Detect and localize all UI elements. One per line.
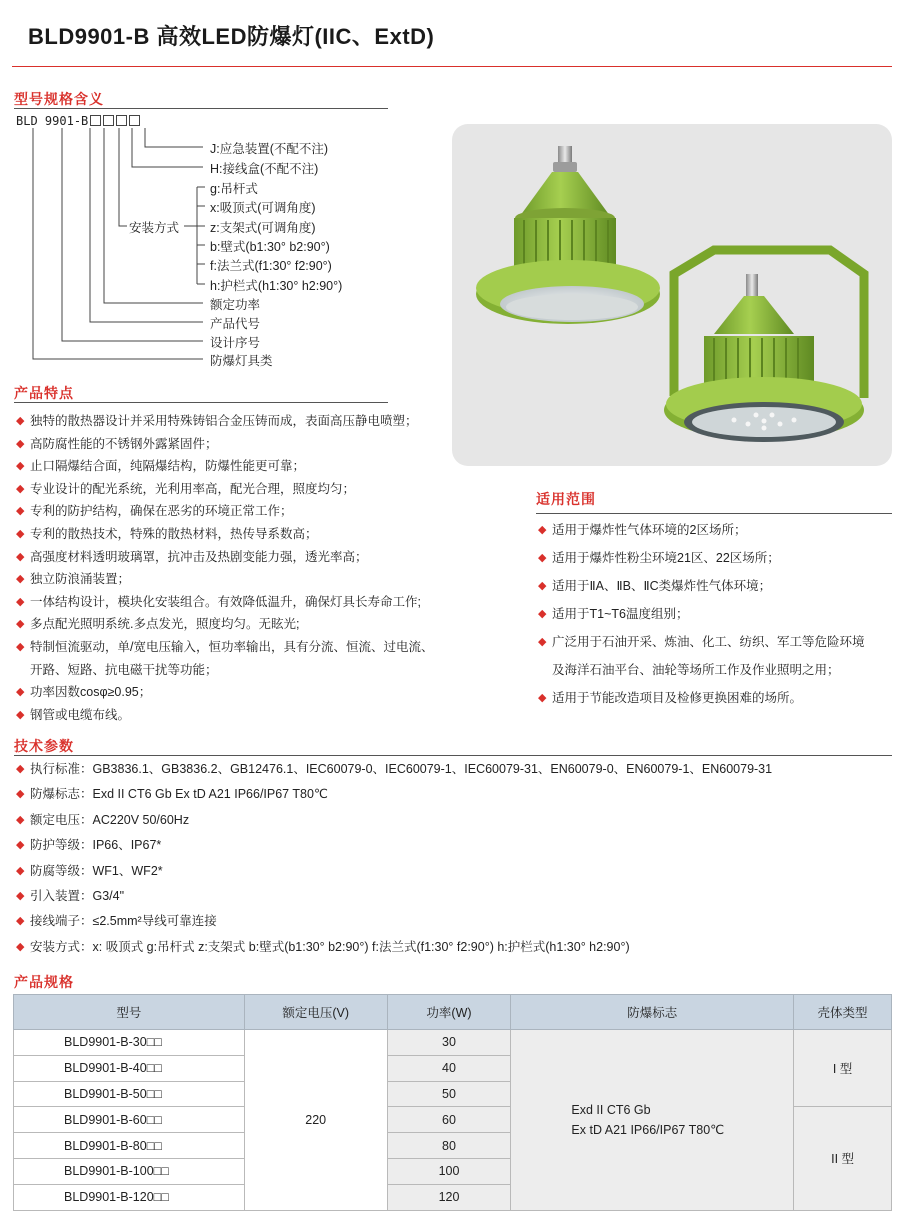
cell-power: 80 bbox=[387, 1133, 511, 1159]
cell-model: BLD9901-B-30□□ bbox=[14, 1030, 245, 1056]
diamond-bullet-icon: ◆ bbox=[16, 763, 25, 775]
col-header-voltage: 额定电压(V) bbox=[244, 995, 387, 1030]
code-label-g: g:吊杆式 bbox=[210, 182, 258, 196]
diamond-bullet-icon: ◆ bbox=[16, 708, 25, 721]
cell-model: BLD9901-B-40□□ bbox=[14, 1055, 245, 1081]
diamond-bullet-icon: ◆ bbox=[538, 608, 547, 620]
diamond-bullet-icon: ◆ bbox=[16, 505, 25, 518]
diamond-bullet-icon: ◆ bbox=[538, 552, 547, 564]
diamond-bullet-icon: ◆ bbox=[538, 692, 547, 704]
spec-table bbox=[13, 994, 892, 1211]
lamp-bracket bbox=[664, 250, 864, 442]
cell-power: 60 bbox=[387, 1107, 511, 1133]
list-item: ◆ 高强度材料透明玻璃罩，抗冲击及热剧变能力强，透光率高； bbox=[16, 546, 433, 569]
model-code-prefix: BLD bbox=[16, 114, 38, 128]
list-item: ◆ 钢管或电缆布线。 bbox=[16, 704, 433, 727]
table-header-row bbox=[14, 995, 892, 1030]
diamond-bullet-icon: ◆ bbox=[16, 595, 25, 608]
list-item: ◆ 多点配光照明系统.多点发光，照度均匀。无眩光; bbox=[16, 613, 433, 636]
list-item: ◆ 功率因数cosφ≥0.95； bbox=[16, 681, 433, 704]
list-item: ◆ 专业设计的配光系统，光利用率高，配光合理，照度均匀； bbox=[16, 478, 433, 501]
diamond-bullet-icon: ◆ bbox=[16, 788, 25, 801]
list-item: ◆ 引入装置：G3/4" bbox=[16, 884, 772, 909]
section-title-tech: 技术参数 bbox=[14, 738, 74, 754]
code-label-product-code: 产品代号 bbox=[210, 317, 261, 331]
cell-power: 120 bbox=[387, 1184, 511, 1210]
tech-list bbox=[16, 757, 772, 960]
cell-power: 50 bbox=[387, 1081, 511, 1107]
section-rule-features bbox=[14, 402, 388, 403]
list-item: ◆ 独特的散热器设计并采用特殊铸铝合金压铸而成，表面高压静电喷塑； bbox=[16, 410, 433, 433]
list-item: ◆ 防护等级：IP66、IP67* bbox=[16, 833, 772, 858]
cell-voltage: 220 bbox=[244, 1030, 387, 1211]
code-label-h: H:接线盒(不配不注) bbox=[210, 162, 319, 176]
list-item-continuation: 及海洋石油平台、油轮等场所工作及作业照明之用； bbox=[552, 663, 840, 677]
list-item: ◆ 安装方式：x: 吸顶式 g:吊杆式 z:支架式 b:壁式(b1:30° b2:90°) f:法兰式(f1:30° f2:90°) h:护栏式(h1:30° h2:90°) bbox=[16, 935, 772, 960]
cell-model: BLD9901-B-50□□ bbox=[14, 1081, 245, 1107]
cell-housing-type-2: II 型 bbox=[794, 1107, 892, 1210]
lamp-pendant bbox=[476, 146, 660, 324]
explosion-proof-lamp-image bbox=[452, 124, 892, 466]
cell-model: BLD9901-B-120□□ bbox=[14, 1184, 245, 1210]
cell-housing-type-1: I 型 bbox=[794, 1030, 892, 1107]
table-row bbox=[14, 1030, 892, 1056]
list-item: ◆ 防腐等级：WF1、WF2* bbox=[16, 859, 772, 884]
model-code-number: 9901-B bbox=[44, 114, 89, 128]
diamond-bullet-icon: ◆ bbox=[538, 636, 547, 648]
scope-list bbox=[538, 516, 865, 712]
diamond-bullet-icon: ◆ bbox=[538, 524, 547, 536]
list-item: ◆ 专利的防护结构，确保在恶劣的环境正常工作； bbox=[16, 500, 433, 523]
diamond-bullet-icon: ◆ bbox=[16, 437, 25, 450]
cell-model: BLD9901-B-80□□ bbox=[14, 1133, 245, 1159]
section-rule-scope bbox=[536, 513, 892, 514]
diamond-bullet-icon: ◆ bbox=[16, 618, 25, 631]
product-photo bbox=[452, 124, 892, 466]
list-item: ◆ 防爆标志：Exd II CT6 Gb Ex tD A21 IP66/IP67 T80℃ bbox=[16, 782, 772, 807]
list-item: ◆ 独立防浪涌装置； bbox=[16, 568, 433, 591]
col-header-model: 型号 bbox=[14, 995, 245, 1030]
code-label-x: x:吸顶式(可调角度) bbox=[210, 201, 316, 215]
list-item: ◆ 止口隔爆结合面，纯隔爆结构，防爆性能更可靠； bbox=[16, 455, 433, 478]
list-item-continuation: 开路、短路、抗电磁干扰等功能； bbox=[30, 662, 218, 677]
list-item: ◆ 高防腐性能的不锈钢外露紧固件； bbox=[16, 433, 433, 456]
list-item: ◆ 一体结构设计，模块化安装组合。有效降低温升，确保灯具长寿命工作; bbox=[16, 591, 433, 614]
list-item: ◆ 执行标准：GB3836.1、GB3836.2、GB12476.1、IEC60079-0、IEC60079-1、IEC60079-31、EN60079-0、EN60079-1、EN60079-31 bbox=[16, 757, 772, 782]
diamond-bullet-icon: ◆ bbox=[16, 864, 25, 877]
section-title-features: 产品特点 bbox=[14, 385, 74, 401]
cell-ex-mark bbox=[511, 1030, 794, 1211]
page-title: BLD9901-B 高效LED防爆灯(IIC、ExtD) bbox=[28, 24, 435, 49]
diamond-bullet-icon: ◆ bbox=[16, 839, 25, 852]
diamond-bullet-icon: ◆ bbox=[16, 482, 25, 495]
diamond-bullet-icon: ◆ bbox=[16, 915, 25, 928]
diamond-bullet-icon: ◆ bbox=[16, 813, 25, 826]
diamond-bullet-icon: ◆ bbox=[16, 889, 25, 902]
diamond-bullet-icon: ◆ bbox=[16, 573, 25, 586]
code-label-b: b:壁式(b1:30° b2:90°) bbox=[210, 240, 330, 254]
section-title-scope: 适用范围 bbox=[536, 491, 596, 507]
code-label-category: 防爆灯具类 bbox=[210, 354, 273, 368]
diamond-bullet-icon: ◆ bbox=[16, 527, 25, 540]
code-label-f: f:法兰式(f1:30° f2:90°) bbox=[210, 259, 332, 273]
code-label-design-no: 设计序号 bbox=[210, 336, 261, 350]
list-item: ◆ 适用于爆炸性粉尘环境21区、22区场所； bbox=[538, 544, 865, 572]
ex-mark-line-1: Exd II CT6 Gb bbox=[571, 1102, 651, 1117]
list-item: ◆ 特制恒流驱动，单/宽电压输入，恒功率输出，具有分流、恒流、过电流、 bbox=[16, 636, 433, 659]
col-header-power: 功率(W) bbox=[387, 995, 511, 1030]
col-header-housing: 壳体类型 bbox=[794, 995, 892, 1030]
cell-model: BLD9901-B-100□□ bbox=[14, 1158, 245, 1184]
list-item: ◆ 适用于节能改造项目及检修更换困难的场所。 bbox=[538, 684, 865, 712]
list-item: ◆ 接线端子：≤2.5mm²导线可靠连接 bbox=[16, 909, 772, 934]
section-title-spec: 产品规格 bbox=[14, 974, 74, 990]
section-title-model-meaning: 型号规格含义 bbox=[14, 91, 104, 107]
cell-model: BLD9901-B-60□□ bbox=[14, 1107, 245, 1133]
cell-power: 30 bbox=[387, 1030, 511, 1056]
diamond-bullet-icon: ◆ bbox=[16, 940, 25, 953]
list-item: ◆ 适用于T1~T6温度组别； bbox=[538, 600, 865, 628]
code-label-j: J:应急装置(不配不注) bbox=[210, 142, 329, 156]
list-item: ◆ 额定电压：AC220V 50/60Hz bbox=[16, 808, 772, 833]
diamond-bullet-icon: ◆ bbox=[16, 550, 25, 563]
col-header-ex-mark: 防爆标志 bbox=[511, 995, 794, 1030]
code-label-install-group: 安装方式 bbox=[129, 221, 180, 235]
code-label-power: 额定功率 bbox=[210, 298, 261, 312]
list-item: ◆ 广泛用于石油开采、炼油、化工、纺织、军工等危险环境 bbox=[538, 628, 865, 656]
diamond-bullet-icon: ◆ bbox=[16, 460, 25, 473]
diamond-bullet-icon: ◆ bbox=[16, 686, 25, 699]
section-rule-tech bbox=[14, 755, 892, 756]
code-label-z: z:支架式(可调角度) bbox=[210, 221, 316, 235]
code-label-h-guard: h:护栏式(h1:30° h2:90°) bbox=[210, 279, 343, 293]
list-item: ◆ 专利的散热技术，特殊的散热材料，热传导系数高； bbox=[16, 523, 433, 546]
feature-list bbox=[16, 410, 433, 726]
list-item: ◆ 适用于ⅡA、ⅡB、ⅡC类爆炸性气体环境； bbox=[538, 572, 865, 600]
diamond-bullet-icon: ◆ bbox=[538, 580, 547, 592]
cell-power: 40 bbox=[387, 1055, 511, 1081]
list-item: ◆ 适用于爆炸性气体环境的2区场所； bbox=[538, 516, 865, 544]
diamond-bullet-icon: ◆ bbox=[16, 415, 25, 427]
ex-mark-line-2: Ex tD A21 IP66/IP67 T80℃ bbox=[571, 1122, 725, 1137]
diamond-bullet-icon: ◆ bbox=[16, 640, 25, 653]
cell-power: 100 bbox=[387, 1158, 511, 1184]
